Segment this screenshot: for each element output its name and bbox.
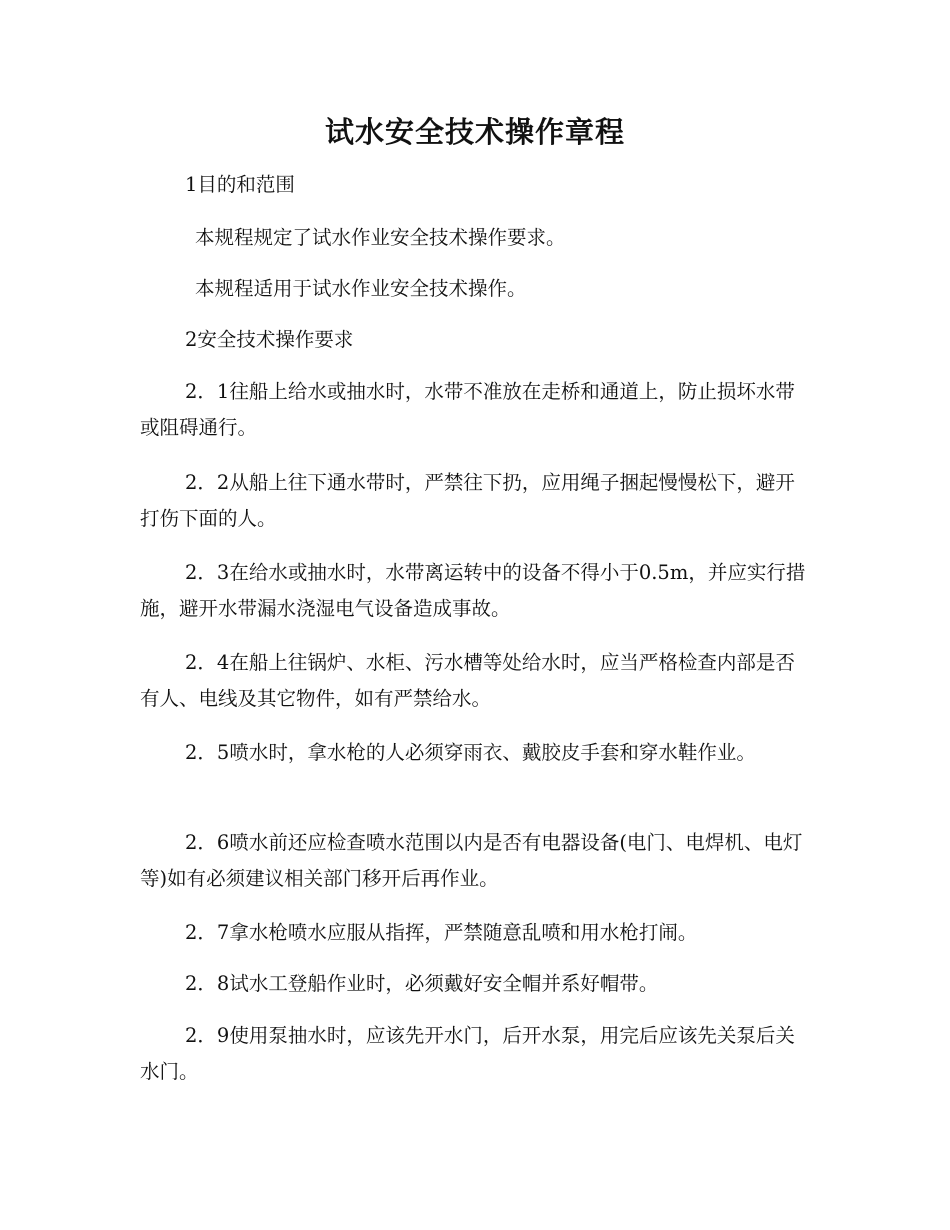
section-1-heading: 1目的和范围 xyxy=(185,173,295,196)
section-2-item-2-2: 2．2从船上往下通水带时，严禁往下扔，应用绳子捆起慢慢松下，避开打伤下面的人。 xyxy=(140,471,795,530)
section-1-paragraph-1: 本规程规定了试水作业安全技术操作要求。 xyxy=(195,226,566,249)
section-2-item-2-6: 2．6喷水前还应检查喷水范围以内是否有电器设备(电门、电焊机、电灯等)如有必须建议相关部门移开后再作业。 xyxy=(140,831,803,890)
section-2-item-2-7: 2．7拿水枪喷水应服从指挥，严禁随意乱喷和用水枪打闹。 xyxy=(185,921,698,944)
section-2-item-2-9: 2．9使用泵抽水时，应该先开水门，后开水泵，用完后应该先关泵后关水门。 xyxy=(140,1024,795,1083)
section-2-item-2-1: 2．1往船上给水或抽水时，水带不准放在走桥和通道上，防止损坏水带或阻碍通行。 xyxy=(140,380,795,439)
section-2-item-2-8: 2．8试水工登船作业时，必须戴好安全帽并系好帽带。 xyxy=(185,972,659,995)
section-1-paragraph-2: 本规程适用于试水作业安全技术操作。 xyxy=(195,277,527,300)
section-2-item-2-5: 2．5喷水时，拿水枪的人必须穿雨衣、戴胶皮手套和穿水鞋作业。 xyxy=(185,741,756,764)
section-2-item-2-4: 2．4在船上往锅炉、水柜、污水槽等处给水时，应当严格检查内部是否有人、电线及其它物件，如有严禁给水。 xyxy=(140,651,795,710)
section-2-item-2-3: 2．3在给水或抽水时，水带离运转中的设备不得小于0.5m，并应实行措施，避开水带漏水浇湿电气设备造成事故。 xyxy=(140,561,806,620)
document-title: 试水安全技术操作章程 xyxy=(324,115,625,149)
section-2-heading: 2安全技术操作要求 xyxy=(185,328,354,351)
